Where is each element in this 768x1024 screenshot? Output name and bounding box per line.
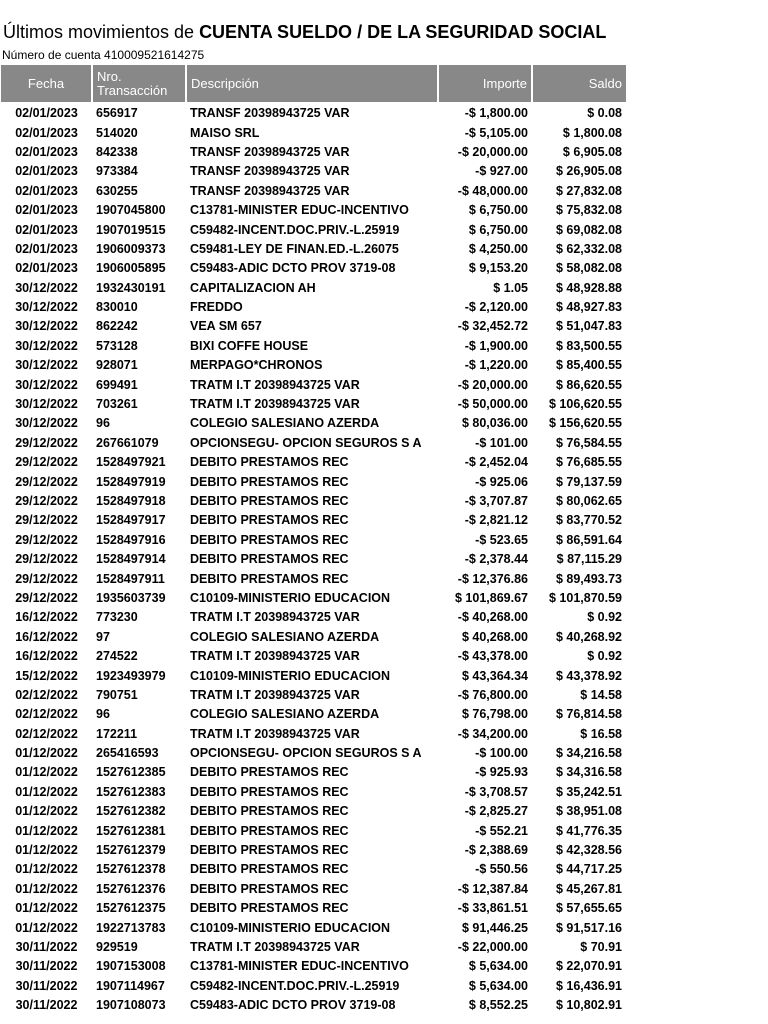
cell-descripcion: MERPAGO*CHRONOS — [190, 358, 323, 373]
table-row — [1, 511, 626, 530]
table-row — [1, 434, 626, 453]
column-header-nro-line2: Transacción — [97, 82, 168, 98]
cell-nro-transaccion: 1527612383 — [96, 784, 166, 799]
cell-descripcion: TRANSF 20398943725 VAR — [190, 106, 350, 121]
cell-nro-transaccion: 1528497914 — [96, 552, 166, 567]
cell-importe: -$ 33,861.51 — [457, 901, 528, 916]
table-row — [1, 492, 626, 511]
cell-saldo: $ 76,584.55 — [555, 435, 622, 450]
cell-fecha: 29/12/2022 — [15, 474, 78, 489]
cell-fecha: 01/12/2022 — [15, 746, 78, 761]
cell-fecha: 01/12/2022 — [15, 823, 78, 838]
cell-fecha: 30/12/2022 — [15, 358, 78, 373]
cell-nro-transaccion: 1907153008 — [96, 959, 166, 974]
cell-saldo: $ 86,591.64 — [555, 532, 622, 547]
cell-importe: -$ 100.00 — [475, 746, 528, 761]
cell-descripcion: C59483-ADIC DCTO PROV 3719-08 — [190, 261, 396, 276]
cell-saldo: $ 156,620.55 — [549, 416, 622, 431]
cell-nro-transaccion: 1527612376 — [96, 881, 166, 896]
cell-fecha: 30/12/2022 — [15, 338, 78, 353]
cell-fecha: 30/12/2022 — [15, 319, 78, 334]
cell-nro-transaccion: 703261 — [96, 397, 138, 412]
cell-saldo: $ 10,802.91 — [555, 998, 622, 1013]
cell-saldo: $ 106,620.55 — [549, 397, 622, 412]
cell-nro-transaccion: 274522 — [96, 649, 138, 664]
cell-saldo: $ 42,328.56 — [555, 843, 622, 858]
cell-saldo: $ 0.92 — [587, 610, 622, 625]
cell-descripcion: TRATM I.T 20398943725 VAR — [190, 687, 360, 702]
cell-nro-transaccion: 1906005895 — [96, 261, 166, 276]
cell-fecha: 30/12/2022 — [15, 377, 78, 392]
cell-descripcion: TRANSF 20398943725 VAR — [190, 144, 350, 159]
cell-nro-transaccion: 790751 — [96, 687, 138, 702]
cell-saldo: $ 79,137.59 — [555, 474, 622, 489]
movements-table — [1, 65, 626, 1015]
cell-nro-transaccion: 1528497921 — [96, 455, 166, 470]
table-row — [1, 938, 626, 957]
cell-importe: $ 8,552.25 — [468, 998, 528, 1013]
table-row — [1, 337, 626, 356]
cell-saldo: $ 16.58 — [580, 726, 622, 741]
cell-descripcion: C13781-MINISTER EDUC-INCENTIVO — [190, 203, 409, 218]
cell-saldo: $ 76,685.55 — [555, 455, 622, 470]
cell-nro-transaccion: 928071 — [96, 358, 138, 373]
cell-fecha: 02/01/2023 — [15, 164, 78, 179]
column-header-importe: Importe — [438, 65, 532, 103]
cell-importe: -$ 48,000.00 — [457, 183, 528, 198]
table-header — [1, 65, 626, 103]
cell-fecha: 02/12/2022 — [15, 707, 78, 722]
table-row — [1, 744, 626, 763]
cell-saldo: $ 38,951.08 — [555, 804, 622, 819]
cell-nro-transaccion: 842338 — [96, 144, 138, 159]
cell-saldo: $ 44,717.25 — [555, 862, 622, 877]
cell-fecha: 02/01/2023 — [15, 144, 78, 159]
cell-nro-transaccion: 1527612375 — [96, 901, 166, 916]
cell-saldo: $ 35,242.51 — [555, 784, 622, 799]
cell-saldo: $ 26,905.08 — [555, 164, 622, 179]
table-body — [1, 103, 626, 1015]
cell-importe: -$ 3,707.87 — [464, 494, 528, 508]
cell-importe: -$ 50,000.00 — [457, 397, 528, 412]
cell-nro-transaccion: 265416593 — [96, 746, 159, 761]
cell-importe: -$ 550.56 — [475, 862, 528, 877]
page-title — [3, 21, 606, 43]
cell-descripcion: DEBITO PRESTAMOS REC — [190, 532, 349, 547]
table-row — [1, 880, 626, 899]
table-row — [1, 569, 626, 588]
cell-nro-transaccion: 1907019515 — [96, 222, 166, 237]
cell-importe: -$ 22,000.00 — [457, 939, 528, 954]
cell-nro-transaccion: 1527612379 — [96, 843, 166, 858]
table-row — [1, 686, 626, 705]
cell-importe: -$ 40,268.00 — [457, 610, 528, 625]
cell-fecha: 29/12/2022 — [15, 571, 78, 586]
cell-saldo: $ 58,082.08 — [555, 261, 622, 276]
table-row — [1, 705, 626, 724]
table-row — [1, 977, 626, 996]
cell-descripcion: OPCIONSEGU- OPCION SEGUROS S A — [190, 746, 422, 761]
cell-descripcion: DEBITO PRESTAMOS REC — [190, 494, 349, 508]
table-row — [1, 356, 626, 375]
cell-saldo: $ 34,316.58 — [555, 765, 622, 780]
table-row — [1, 103, 626, 123]
cell-descripcion: VEA SM 657 — [190, 319, 262, 334]
cell-importe: -$ 2,120.00 — [464, 300, 528, 315]
table-row — [1, 472, 626, 491]
cell-importe: -$ 101.00 — [475, 435, 528, 450]
cell-descripcion: DEBITO PRESTAMOS REC — [190, 823, 349, 838]
title-prefix: Últimos movimientos de — [3, 22, 200, 42]
cell-saldo: $ 76,814.58 — [555, 707, 622, 722]
cell-importe: -$ 2,388.69 — [464, 843, 528, 858]
cell-fecha: 02/01/2023 — [15, 183, 78, 198]
table-row — [1, 259, 626, 278]
cell-importe: -$ 2,378.44 — [464, 552, 528, 567]
table-row — [1, 550, 626, 569]
cell-fecha: 01/12/2022 — [15, 881, 78, 896]
cell-saldo: $ 43,378.92 — [555, 668, 622, 683]
cell-fecha: 29/12/2022 — [15, 532, 78, 547]
cell-nro-transaccion: 1527612382 — [96, 804, 166, 819]
cell-fecha: 16/12/2022 — [15, 610, 78, 625]
cell-nro-transaccion: 656917 — [96, 106, 138, 121]
cell-saldo: $ 0.92 — [587, 649, 622, 664]
cell-nro-transaccion: 1528497911 — [96, 571, 165, 586]
cell-saldo: $ 14.58 — [580, 687, 622, 702]
cell-importe: -$ 43,378.00 — [457, 649, 528, 664]
cell-fecha: 30/11/2022 — [15, 978, 78, 993]
table-row — [1, 317, 626, 336]
cell-saldo: $ 1,800.08 — [562, 125, 622, 140]
cell-nro-transaccion: 1527612381 — [96, 823, 166, 838]
cell-importe: $ 91,446.25 — [461, 920, 528, 935]
table-row — [1, 802, 626, 821]
cell-descripcion: DEBITO PRESTAMOS REC — [190, 862, 349, 877]
cell-nro-transaccion: 1907045800 — [96, 203, 166, 218]
table-row — [1, 531, 626, 550]
cell-importe: $ 1.05 — [493, 280, 528, 295]
cell-descripcion: COLEGIO SALESIANO AZERDA — [190, 629, 380, 644]
cell-fecha: 01/12/2022 — [15, 843, 78, 858]
cell-saldo: $ 86,620.55 — [555, 377, 622, 392]
cell-fecha: 01/12/2022 — [15, 901, 78, 916]
cell-saldo: $ 0.08 — [587, 106, 622, 121]
cell-importe: -$ 523.65 — [475, 532, 528, 547]
cell-fecha: 02/12/2022 — [15, 726, 78, 741]
cell-descripcion: OPCIONSEGU- OPCION SEGUROS S A — [190, 435, 422, 450]
cell-nro-transaccion: 96 — [96, 416, 110, 431]
cell-nro-transaccion: 1932430191 — [96, 280, 166, 295]
table-row — [1, 453, 626, 472]
cell-saldo: $ 40,268.92 — [555, 629, 622, 644]
table-row — [1, 162, 626, 181]
cell-fecha: 29/12/2022 — [15, 590, 78, 605]
table-row — [1, 123, 626, 142]
cell-fecha: 02/01/2023 — [15, 222, 78, 237]
cell-importe: -$ 2,825.27 — [464, 804, 528, 819]
cell-nro-transaccion: 973384 — [96, 164, 138, 179]
cell-fecha: 01/12/2022 — [15, 920, 78, 935]
cell-importe: $ 4,250.00 — [468, 241, 528, 256]
table-row — [1, 240, 626, 259]
cell-saldo: $ 83,500.55 — [555, 338, 622, 353]
cell-saldo: $ 69,082.08 — [555, 222, 622, 237]
cell-fecha: 02/01/2023 — [15, 203, 78, 218]
cell-descripcion: TRATM I.T 20398943725 VAR — [190, 726, 360, 741]
cell-importe: -$ 5,105.00 — [464, 125, 528, 140]
cell-saldo: $ 91,517.16 — [555, 920, 622, 935]
table-row — [1, 298, 626, 317]
cell-nro-transaccion: 929519 — [96, 939, 138, 954]
cell-fecha: 29/12/2022 — [15, 455, 78, 470]
cell-saldo: $ 85,400.55 — [555, 358, 622, 373]
cell-nro-transaccion: 630255 — [96, 183, 138, 198]
cell-fecha: 01/12/2022 — [15, 784, 78, 799]
cell-fecha: 30/12/2022 — [15, 416, 78, 431]
cell-descripcion: TRANSF 20398943725 VAR — [190, 183, 350, 198]
cell-nro-transaccion: 1935603739 — [96, 590, 166, 605]
table-row — [1, 841, 626, 860]
cell-nro-transaccion: 267661079 — [96, 435, 159, 450]
cell-fecha: 30/11/2022 — [15, 998, 78, 1013]
cell-fecha: 02/01/2023 — [15, 261, 78, 276]
cell-saldo: $ 41,776.35 — [555, 823, 622, 838]
column-header-nro-line1: Nro. — [97, 68, 122, 84]
cell-saldo: $ 48,928.88 — [555, 280, 622, 295]
cell-nro-transaccion: 573128 — [96, 338, 138, 353]
cell-importe: -$ 2,821.12 — [464, 513, 528, 528]
cell-fecha: 15/12/2022 — [15, 668, 78, 683]
cell-descripcion: TRATM I.T 20398943725 VAR — [190, 610, 360, 625]
cell-saldo: $ 34,216.58 — [555, 746, 622, 761]
cell-fecha: 30/12/2022 — [15, 280, 78, 295]
cell-saldo: $ 83,770.52 — [555, 513, 622, 528]
cell-importe: $ 9,153.20 — [468, 261, 528, 276]
cell-importe: $ 80,036.00 — [461, 416, 528, 431]
cell-importe: -$ 32,452.72 — [457, 319, 528, 334]
cell-nro-transaccion: 1923493979 — [96, 668, 166, 683]
cell-nro-transaccion: 862242 — [96, 319, 138, 334]
cell-descripcion: C59481-LEY DE FINAN.ED.-L.26075 — [190, 241, 399, 256]
cell-descripcion: C59482-INCENT.DOC.PRIV.-L.25919 — [190, 978, 400, 993]
table-row — [1, 783, 626, 802]
cell-saldo: $ 80,062.65 — [555, 494, 622, 508]
cell-descripcion: TRATM I.T 20398943725 VAR — [190, 939, 360, 954]
cell-descripcion: CAPITALIZACION AH — [190, 280, 316, 295]
cell-descripcion: DEBITO PRESTAMOS REC — [190, 765, 349, 780]
cell-descripcion: COLEGIO SALESIANO AZERDA — [190, 416, 380, 431]
table-row — [1, 957, 626, 976]
cell-fecha: 01/12/2022 — [15, 862, 78, 877]
cell-descripcion: DEBITO PRESTAMOS REC — [190, 513, 349, 528]
cell-saldo: $ 51,047.83 — [555, 319, 622, 334]
cell-descripcion: TRANSF 20398943725 VAR — [190, 164, 350, 179]
cell-importe: -$ 2,452.04 — [464, 455, 528, 470]
cell-descripcion: C59483-ADIC DCTO PROV 3719-08 — [190, 998, 396, 1013]
cell-saldo: $ 70.91 — [580, 939, 622, 954]
table-row — [1, 860, 626, 879]
cell-importe: $ 6,750.00 — [468, 222, 528, 237]
cell-importe: -$ 1,900.00 — [464, 338, 528, 353]
cell-fecha: 02/01/2023 — [15, 106, 78, 121]
cell-fecha: 30/12/2022 — [15, 397, 78, 412]
cell-saldo: $ 16,436.91 — [555, 978, 622, 993]
cell-descripcion: BIXI COFFE HOUSE — [190, 338, 309, 353]
cell-saldo: $ 101,870.59 — [549, 590, 622, 605]
table-row — [1, 821, 626, 840]
cell-fecha: 29/12/2022 — [15, 494, 78, 508]
cell-importe: $ 76,798.00 — [461, 707, 528, 722]
cell-nro-transaccion: 1528497919 — [96, 474, 166, 489]
table-row — [1, 395, 626, 414]
cell-importe: $ 5,634.00 — [468, 978, 528, 993]
cell-importe: -$ 20,000.00 — [457, 377, 528, 392]
cell-nro-transaccion: 172211 — [96, 726, 138, 741]
cell-fecha: 29/12/2022 — [15, 435, 78, 450]
column-header-descripcion: Descripción — [186, 65, 438, 103]
cell-fecha: 30/11/2022 — [15, 959, 78, 974]
cell-descripcion: MAISO SRL — [190, 125, 260, 140]
cell-descripcion: DEBITO PRESTAMOS REC — [190, 455, 349, 470]
table-row — [1, 220, 626, 239]
cell-fecha: 30/11/2022 — [15, 939, 78, 954]
table-header-row — [1, 65, 626, 103]
column-header-fecha: Fecha — [1, 65, 92, 103]
cell-nro-transaccion: 514020 — [96, 125, 138, 140]
cell-importe: $ 6,750.00 — [468, 203, 528, 218]
cell-descripcion: FREDDO — [190, 300, 243, 315]
cell-importe: $ 101,869.67 — [455, 590, 528, 605]
cell-importe: -$ 552.21 — [475, 823, 528, 838]
cell-saldo: $ 89,493.73 — [555, 571, 622, 586]
cell-descripcion: TRATM I.T 20398943725 VAR — [190, 377, 360, 392]
cell-descripcion: C10109-MINISTERIO EDUCACION — [190, 668, 391, 683]
cell-descripcion: COLEGIO SALESIANO AZERDA — [190, 707, 380, 722]
table-row — [1, 899, 626, 918]
table-row — [1, 725, 626, 744]
cell-descripcion: DEBITO PRESTAMOS REC — [190, 843, 349, 858]
cell-saldo: $ 57,655.65 — [555, 901, 622, 916]
cell-descripcion: DEBITO PRESTAMOS REC — [190, 784, 349, 799]
cell-importe: -$ 34,200.00 — [457, 726, 528, 741]
cell-importe: -$ 3,708.57 — [464, 784, 528, 799]
table-row — [1, 279, 626, 298]
table-row — [1, 414, 626, 433]
cell-nro-transaccion: 773230 — [96, 610, 138, 625]
cell-saldo: $ 48,927.83 — [555, 300, 622, 315]
table-row — [1, 143, 626, 162]
column-header-nro-transaccion — [92, 65, 186, 103]
cell-fecha: 01/12/2022 — [15, 765, 78, 780]
table-row — [1, 589, 626, 608]
cell-fecha: 29/12/2022 — [15, 513, 78, 528]
table-row — [1, 918, 626, 937]
table-row — [1, 182, 626, 201]
cell-descripcion: DEBITO PRESTAMOS REC — [190, 901, 349, 916]
cell-descripcion: C13781-MINISTER EDUC-INCENTIVO — [190, 959, 409, 974]
cell-nro-transaccion: 1527612378 — [96, 862, 166, 877]
cell-saldo: $ 6,905.08 — [562, 144, 622, 159]
cell-fecha: 02/12/2022 — [15, 687, 78, 702]
cell-saldo: $ 62,332.08 — [555, 241, 622, 256]
cell-nro-transaccion: 1527612385 — [96, 765, 166, 780]
cell-fecha: 02/01/2023 — [15, 125, 78, 140]
table-row — [1, 996, 626, 1015]
cell-nro-transaccion: 1906009373 — [96, 241, 166, 256]
account-number: Número de cuenta 410009521614275 — [2, 48, 205, 62]
cell-saldo: $ 45,267.81 — [555, 881, 622, 896]
cell-fecha: 29/12/2022 — [15, 552, 78, 567]
table-row — [1, 375, 626, 394]
cell-saldo: $ 22,070.91 — [555, 959, 622, 974]
cell-nro-transaccion: 1528497917 — [96, 513, 166, 528]
cell-nro-transaccion: 97 — [96, 629, 110, 644]
cell-descripcion: DEBITO PRESTAMOS REC — [190, 804, 349, 819]
cell-fecha: 30/12/2022 — [15, 300, 78, 315]
cell-importe: -$ 76,800.00 — [457, 687, 528, 702]
cell-importe: $ 43,364.34 — [461, 668, 528, 683]
cell-importe: $ 5,634.00 — [468, 959, 528, 974]
cell-saldo: $ 75,832.08 — [555, 203, 622, 218]
cell-descripcion: C10109-MINISTERIO EDUCACION — [190, 590, 391, 605]
cell-importe: -$ 20,000.00 — [457, 144, 528, 159]
cell-fecha: 16/12/2022 — [15, 629, 78, 644]
cell-descripcion: DEBITO PRESTAMOS REC — [190, 552, 349, 567]
cell-importe: -$ 12,387.84 — [457, 881, 528, 896]
cell-descripcion: TRATM I.T 20398943725 VAR — [190, 397, 360, 412]
cell-importe: -$ 12,376.86 — [457, 571, 528, 586]
cell-nro-transaccion: 699491 — [96, 377, 138, 392]
cell-nro-transaccion: 1907108073 — [96, 998, 166, 1013]
cell-nro-transaccion: 1528497916 — [96, 532, 166, 547]
cell-fecha: 01/12/2022 — [15, 804, 78, 819]
cell-saldo: $ 87,115.29 — [556, 552, 622, 567]
cell-descripcion: DEBITO PRESTAMOS REC — [190, 881, 349, 896]
cell-importe: -$ 925.06 — [475, 474, 528, 489]
table-row — [1, 763, 626, 782]
table-row — [1, 647, 626, 666]
cell-nro-transaccion: 1922713783 — [96, 920, 166, 935]
table-row — [1, 608, 626, 627]
account-type: CUENTA SUELDO / DE LA SEGURIDAD SOCIAL — [199, 22, 607, 42]
cell-nro-transaccion: 96 — [96, 707, 110, 722]
column-header-saldo: Saldo — [532, 65, 626, 103]
table-row — [1, 628, 626, 647]
cell-descripcion: DEBITO PRESTAMOS REC — [190, 474, 349, 489]
cell-nro-transaccion: 1907114967 — [96, 978, 165, 993]
cell-descripcion: C59482-INCENT.DOC.PRIV.-L.25919 — [190, 222, 400, 237]
cell-descripcion: DEBITO PRESTAMOS REC — [190, 571, 349, 586]
cell-importe: -$ 1,220.00 — [464, 358, 528, 373]
cell-fecha: 02/01/2023 — [15, 241, 78, 256]
cell-importe: -$ 927.00 — [475, 164, 528, 179]
cell-importe: -$ 1,800.00 — [464, 106, 528, 121]
cell-nro-transaccion: 830010 — [96, 300, 138, 315]
cell-descripcion: C10109-MINISTERIO EDUCACION — [190, 920, 391, 935]
table-row — [1, 666, 626, 685]
table-row — [1, 201, 626, 220]
cell-fecha: 16/12/2022 — [15, 649, 78, 664]
cell-saldo: $ 27,832.08 — [555, 183, 622, 198]
cell-importe: $ 40,268.00 — [461, 629, 528, 644]
cell-descripcion: TRATM I.T 20398943725 VAR — [190, 649, 360, 664]
cell-nro-transaccion: 1528497918 — [96, 494, 166, 508]
cell-importe: -$ 925.93 — [475, 765, 528, 780]
